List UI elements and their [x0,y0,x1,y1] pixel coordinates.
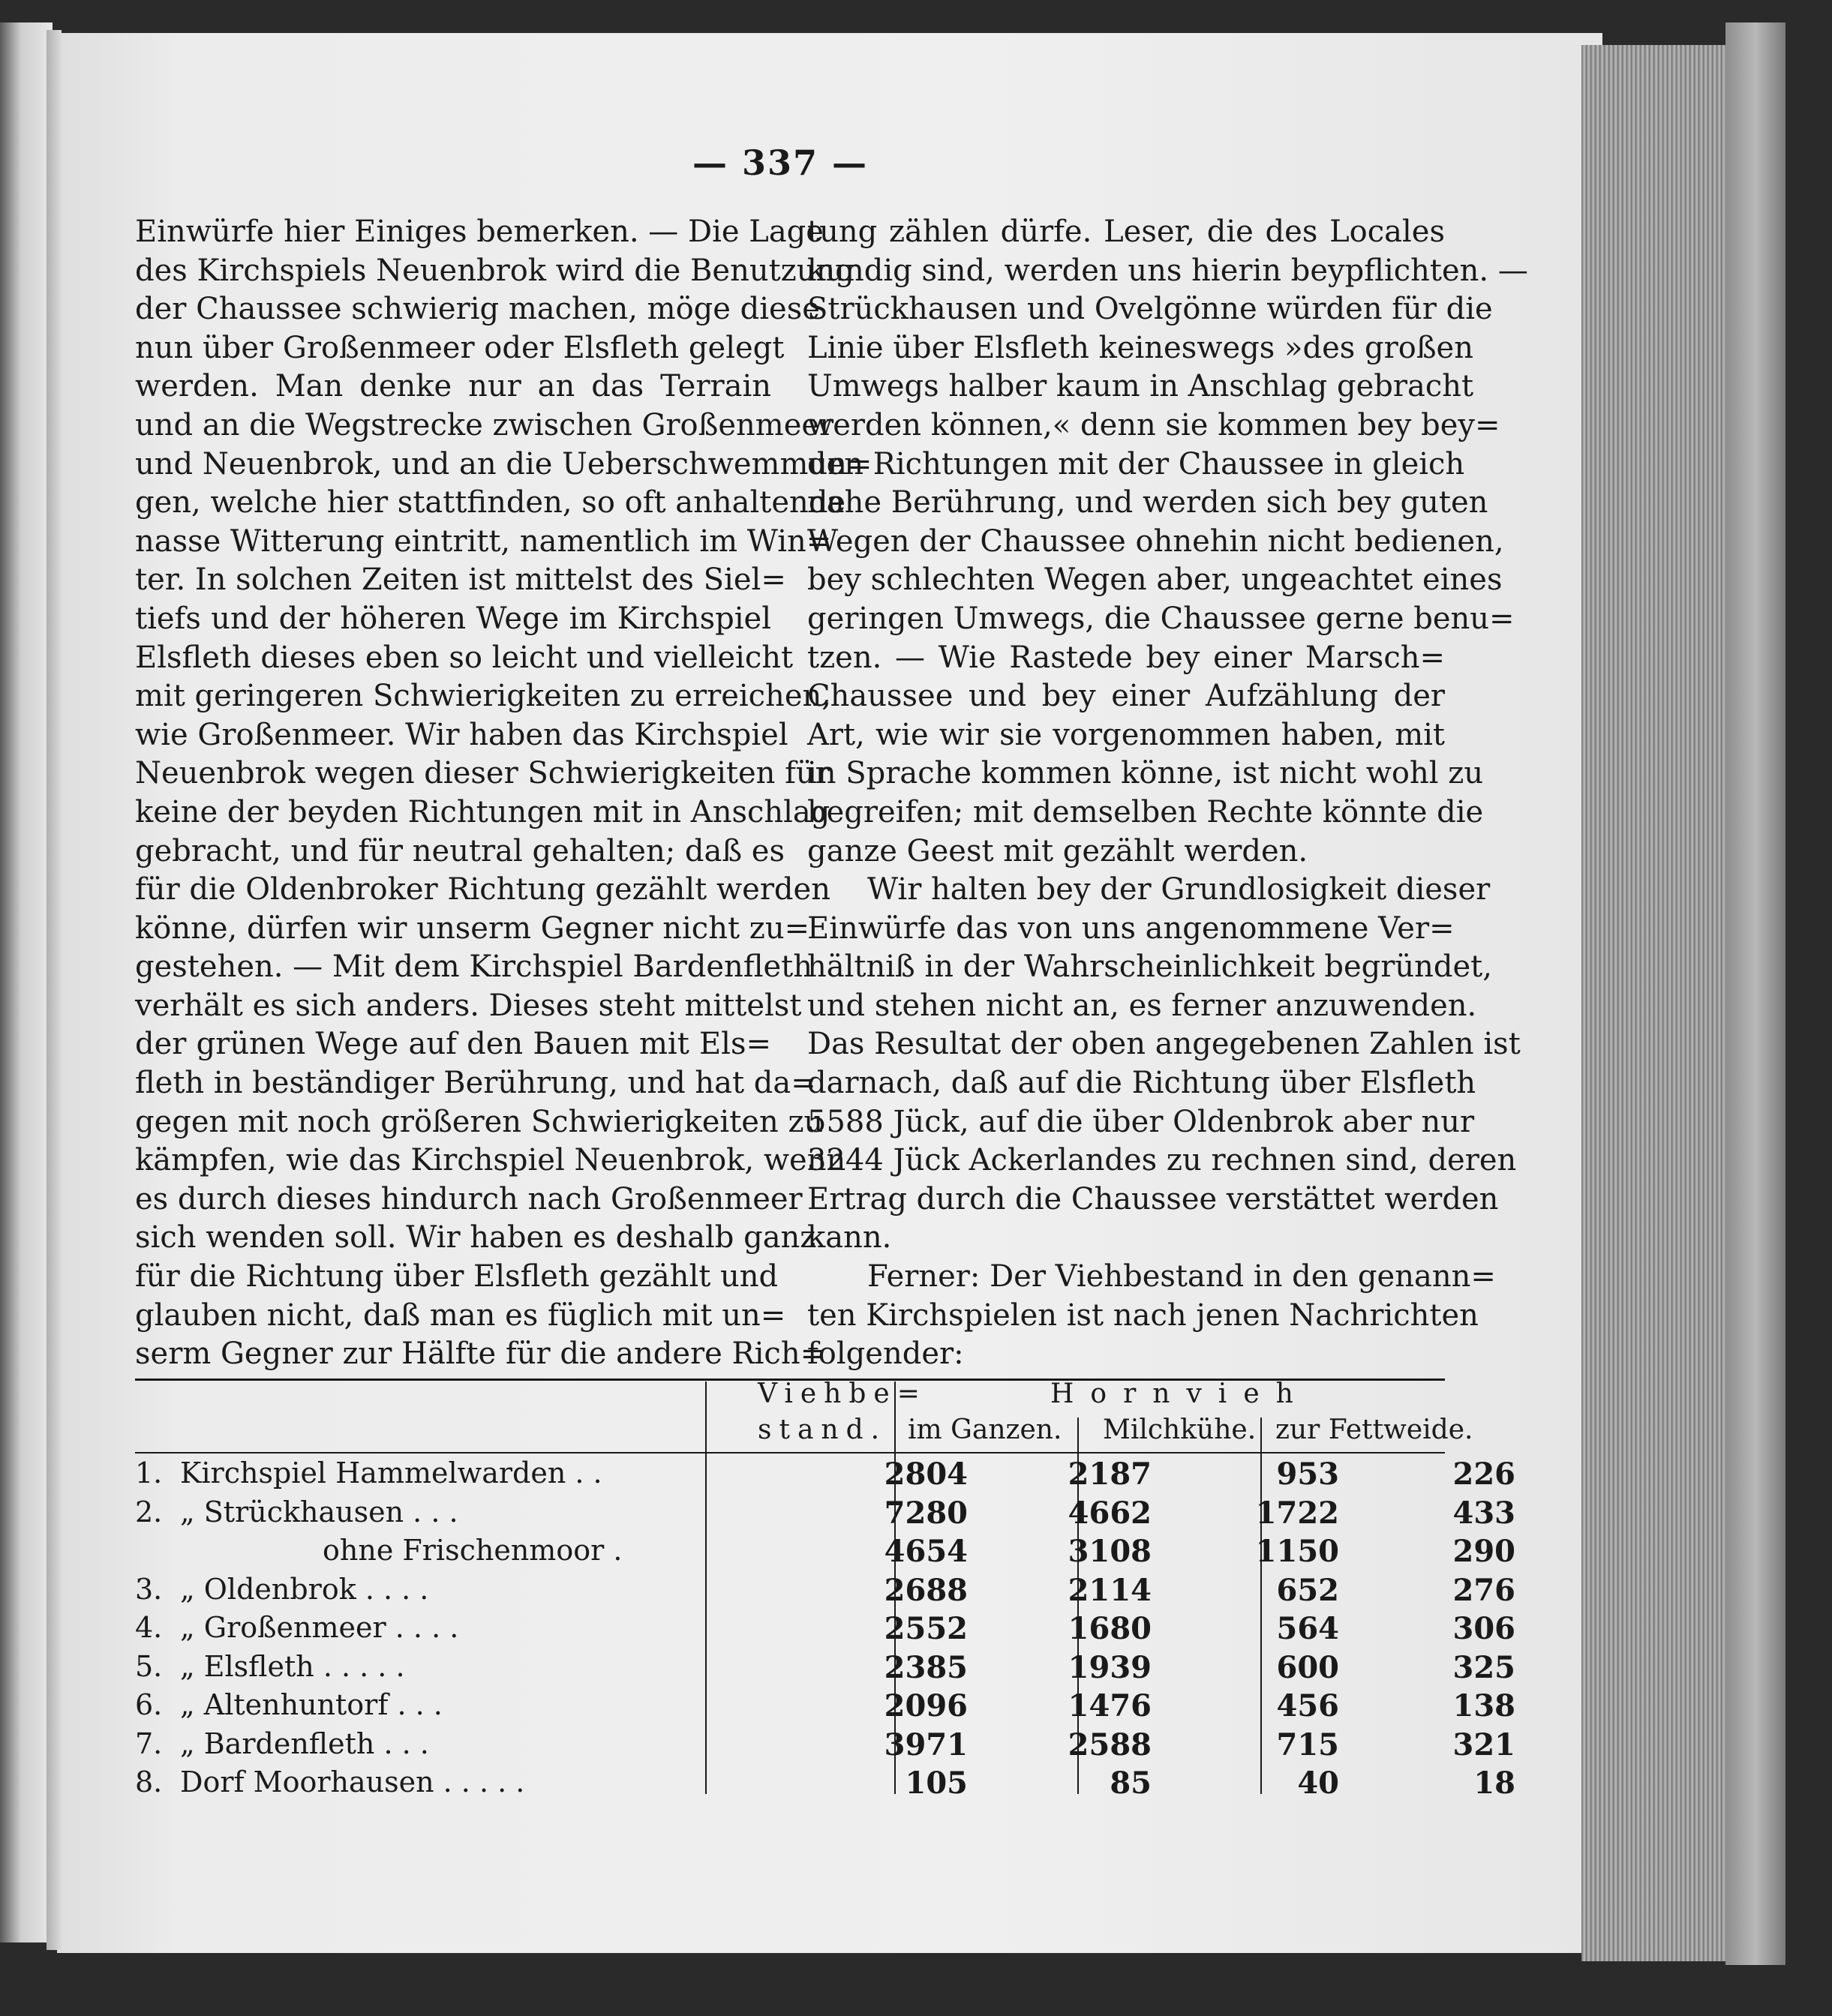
viehbestand-value: 2096 [884,1688,968,1724]
table-row [135,1456,1515,1496]
header-im-ganzen: im Ganzen. [908,1414,1062,1445]
milchkuehe-value: 600 [1276,1649,1339,1685]
text-line: ter. In solchen Zeiten ist mittelst des Siel= [135,562,786,598]
row-number: 1. [135,1456,163,1490]
text-line: der Chaussee schwierig machen, möge diese [135,292,820,327]
row-name: Kirchspiel Hammelwarden . . [180,1456,602,1490]
viehbestand-value: 2552 [884,1611,968,1646]
text-line: begreifen; mit demselben Rechte könnte die [807,794,1484,830]
text-line: Elsfleth dieses eben so leicht und vielleicht [135,640,794,675]
row-name: Dorf Moorhausen . . . . . [180,1766,525,1798]
text-line: tzen. — Wie Rastede bey einer Marsch= [807,640,1445,675]
im-ganzen-value: 2114 [1068,1572,1152,1608]
text-line: Neuenbrok wegen dieser Schwierigkeiten für [135,756,830,791]
header-viehbestand-2: stand. [758,1414,887,1445]
milchkuehe-value: 715 [1276,1726,1339,1762]
text-line: Das Resultat der oben angegebenen Zahlen ist [807,1027,1521,1062]
text-line: in Sprache kommen könne, ist nicht wohl zu [807,756,1484,791]
text-line: und an die Wegstrecke zwischen Großenmeer [135,407,834,442]
text-line: tung zählen dürfe. Leser, die des Locales [807,214,1445,249]
milchkuehe-value: 652 [1276,1572,1339,1608]
text-line: verhält es sich anders. Dieses steht mittelst [135,988,802,1023]
text-line: nasse Witterung eintritt, namentlich im Win= [135,524,832,559]
im-ganzen-value: 1476 [1068,1688,1152,1724]
im-ganzen-value: 2588 [1068,1726,1152,1762]
im-ganzen-value: 85 [1110,1766,1152,1801]
text-line: hältniß in der Wahrscheinlichkeit begründet, [807,950,1492,985]
row-name: „ Großenmeer . . . . [180,1611,459,1644]
table-row [135,1534,1515,1573]
milchkuehe-value: 1150 [1255,1534,1339,1569]
text-line: und Neuenbrok, und an die Ueberschwemmun= [135,446,872,482]
right-text-column [807,213,1528,1374]
row-number: 3. [135,1572,163,1606]
text-line: und stehen nicht an, es ferner anzuwenden. [807,988,1477,1023]
table-row [135,1649,1515,1689]
text-line: Wir halten bey der Grundlosigkeit dieser [867,872,1491,908]
text-line: Ertrag durch die Chaussee verstättet werden [807,1181,1499,1216]
row-name: „ Elsfleth . . . . . [180,1649,405,1683]
text-line: kämpfen, wie das Kirchspiel Neuenbrok, wenn [135,1143,846,1178]
im-ganzen-value: 4662 [1068,1495,1152,1531]
text-line: Einwürfe das von uns angenommene Ver= [807,910,1455,946]
text-line: keine der beyden Richtungen mit in Anschlag [135,794,830,830]
text-line: könne, dürfen wir unserm Gegner nicht zu= [135,910,810,946]
text-line: wie Großenmeer. Wir haben das Kirchspiel [135,717,788,752]
text-line: es durch dieses hindurch nach Großenmeer [135,1181,803,1216]
milchkuehe-value: 40 [1297,1766,1339,1801]
text-line: ten Kirchspielen ist nach jenen Nachrichten [807,1298,1479,1333]
im-ganzen-value: 3108 [1068,1534,1152,1569]
fettweide-value: 306 [1452,1611,1515,1646]
row-name: „ Oldenbrok . . . . [180,1572,429,1606]
fettweide-value: 321 [1452,1726,1515,1762]
text-line: mit geringeren Schwierigkeiten zu erreichen, [135,679,831,714]
text-line: 5588 Jück, auf die über Oldenbrok aber nur [807,1104,1475,1139]
text-line: Linie über Elsfleth keineswegs »des großen [807,330,1473,365]
viehbestand-value: 2385 [884,1649,968,1685]
table-row [135,1611,1515,1650]
milchkuehe-value: 456 [1276,1688,1339,1724]
text-line: gebracht, und für neutral gehalten; daß es [135,833,785,868]
text-line: des Kirchspiels Neuenbrok wird die Benutzung [135,253,854,288]
page-number: — 337 — [692,142,869,183]
text-line: für die Richtung über Elsfleth gezählt und [135,1259,779,1294]
text-line: 3244 Jück Ackerlandes zu rechnen sind, deren [807,1143,1517,1178]
viehbestand-value: 3971 [884,1726,968,1762]
fettweide-value: 18 [1473,1766,1515,1801]
fettweide-value: 433 [1452,1495,1515,1531]
table-row [135,1572,1515,1612]
im-ganzen-value: 2187 [1068,1456,1152,1492]
text-line: Art, wie wir sie vorgenommen haben, mit [807,717,1445,752]
row-number: 2. [135,1495,163,1528]
milchkuehe-value: 1722 [1255,1495,1339,1531]
table-row [135,1726,1515,1766]
text-line: der grünen Wege auf den Bauen mit Els= [135,1027,771,1062]
text-line: werden. Man denke nur an das Terrain [135,369,771,404]
text-line: den Richtungen mit der Chaussee in gleich [807,446,1465,482]
text-line: Ferner: Der Viehbestand in den genann= [867,1259,1496,1294]
milchkuehe-value: 564 [1276,1611,1339,1646]
viehbestand-value: 105 [905,1766,968,1801]
text-line: Umwegs halber kaum in Anschlag gebracht [807,369,1474,404]
text-line: geringen Umwegs, die Chaussee gerne benu= [807,601,1515,636]
row-name: „ Altenhuntorf . . . [180,1688,443,1721]
text-line: werden können,« denn sie kommen bey bey= [807,407,1500,442]
header-fettweide: zur Fettweide. [1275,1414,1473,1445]
text-line: kundig sind, werden uns hierin beypflichten. — [807,253,1528,288]
text-line: darnach, daß auf die Richtung über Elsfleth [807,1066,1476,1101]
row-name: „ Strückhausen . . . [180,1495,458,1528]
row-number: 8. [135,1766,163,1798]
header-viehbestand-1: Viehbe= [758,1378,927,1409]
text-line: Strückhausen und Ovelgönne würden für die [807,292,1493,327]
table-header-rule [135,1452,1445,1454]
text-line: Einwürfe hier Einiges bemerken. — Die Lage [135,214,824,249]
fettweide-value: 276 [1452,1572,1515,1608]
row-name: „ Bardenfleth . . . [180,1726,429,1760]
viehbestand-value: 2804 [884,1456,968,1492]
table-row [135,1495,1515,1534]
text-line: gen, welche hier stattfinden, so oft anhaltende [135,485,846,520]
row-number: 6. [135,1688,163,1721]
text-line: gestehen. — Mit dem Kirchspiel Bardenfleth [135,950,813,985]
text-line: gegen mit noch größeren Schwierigkeiten zu [135,1104,824,1139]
viehbestand-value: 2688 [884,1572,968,1608]
header-hornvieh: Hornvieh [1050,1378,1310,1409]
header-milchkuehe: Milchkühe. [1103,1414,1257,1445]
text-line: bey schlechten Wegen aber, ungeachtet eines [807,562,1503,598]
text-line: glauben nicht, daß man es füglich mit un= [135,1298,786,1333]
viehbestand-value: 7280 [884,1495,968,1531]
table-row [135,1688,1515,1727]
text-line: Chaussee und bey einer Aufzählung der [807,679,1445,714]
im-ganzen-value: 1680 [1068,1611,1152,1646]
row-number: 5. [135,1649,163,1683]
fettweide-value: 226 [1452,1456,1515,1492]
fettweide-value: 325 [1452,1649,1515,1685]
text-line: kann. [807,1220,892,1256]
text-line: ganze Geest mit gezählt werden. [807,833,1308,868]
text-line: serm Gegner zur Hälfte für die andere Rich= [135,1336,826,1372]
fettweide-value: 290 [1452,1534,1515,1569]
text-line: nun über Großenmeer oder Elsfleth gelegt [135,330,785,365]
fettweide-value: 138 [1452,1688,1515,1724]
text-line: fleth in beständiger Berührung, und hat da= [135,1066,816,1101]
im-ganzen-value: 1939 [1068,1649,1152,1685]
text-line: sich wenden soll. Wir haben es deshalb ganz [135,1220,816,1256]
text-line: nahe Berührung, und werden sich bey guten [807,485,1488,520]
table-row [135,1766,1515,1804]
viehbestand-value: 4654 [884,1534,968,1569]
text-line: folgender: [807,1336,964,1372]
text-line: Wegen der Chaussee ohnehin nicht bedienen, [807,524,1504,559]
text-line: für die Oldenbroker Richtung gezählt werden [135,872,830,908]
text-line: tiefs und der höheren Wege im Kirchspiel [135,601,771,636]
row-name: ohne Frischenmoor . [323,1534,623,1567]
row-number: 4. [135,1611,163,1644]
row-number: 7. [135,1726,163,1760]
milchkuehe-value: 953 [1276,1456,1339,1492]
